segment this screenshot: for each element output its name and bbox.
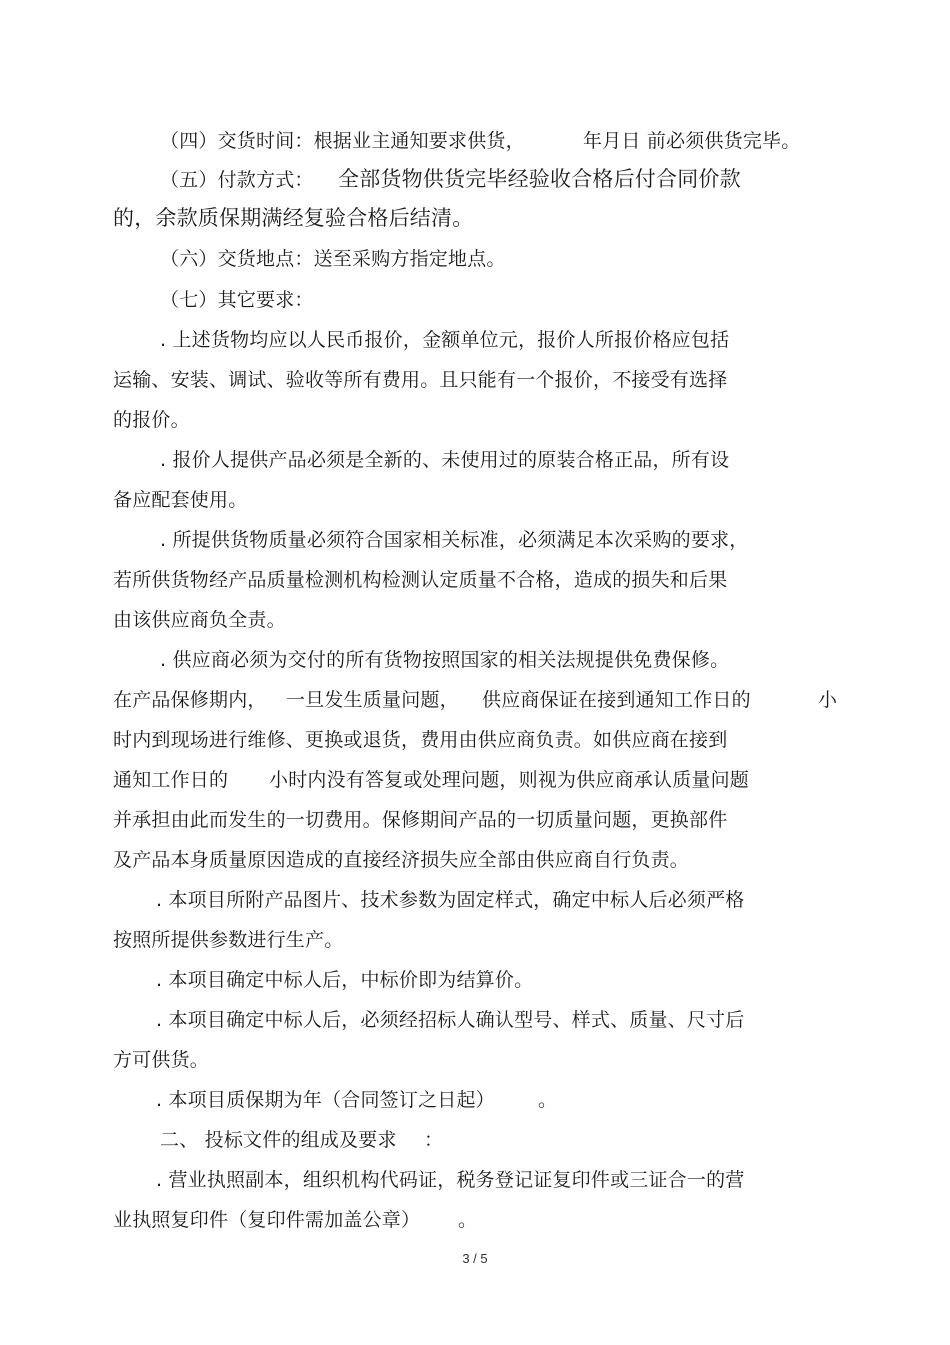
text-line: . 本项目确定中标人后，必须经招标人确认型号、样式、质量、尺寸后: [156, 1009, 745, 1031]
text-line: （五）付款方式：: [160, 169, 314, 191]
text-line: 。: [538, 1089, 558, 1111]
text-line: 一旦发生质量问题，: [286, 689, 459, 711]
text-line: （六）交货地点：送至采购方指定地点。: [160, 248, 506, 270]
text-line: . 报价人提供产品必须是全新的、未使用过的原装合格正品，所有设: [160, 449, 730, 471]
text-line: 及产品本身质量原因造成的直接经济损失应全部由供应商自行负责。: [113, 849, 690, 871]
text-line: 通知工作日的: [113, 769, 229, 791]
text-line: ：: [424, 1129, 444, 1151]
text-line: . 本项目质保期为年（合同签订之日起）: [156, 1089, 495, 1111]
text-line: 在产品保修期内，: [113, 689, 267, 711]
text-line: 时内到现场进行维修、更换或退货，费用由供应商负责。如供应商在接到: [113, 729, 728, 751]
text-line: 供应商保证在接到通知工作日的: [482, 689, 751, 711]
text-line: 若所供货物经产品质量检测机构检测认定质量不合格，造成的损失和后果: [113, 569, 728, 591]
page-number: 3 / 5: [462, 1251, 488, 1266]
text-line: 年月日 前必须供货完毕。: [583, 130, 801, 152]
text-line: 小: [818, 689, 838, 711]
text-line: 的报价。: [113, 409, 190, 431]
text-line: 业执照复印件（复印件需加盖公章）: [113, 1209, 421, 1231]
text-line: . 本项目所附产品图片、技术参数为固定样式，确定中标人后必须严格: [156, 889, 745, 911]
text-line: . 营业执照副本，组织机构代码证，税务登记证复印件或三证合一的营: [156, 1169, 745, 1191]
text-line: 。: [458, 1209, 478, 1231]
text-line: . 所提供货物质量必须符合国家相关标准，必须满足本次采购的要求，: [160, 529, 749, 551]
text-line: 的，余款质保期满经复验合格后结清。: [113, 206, 474, 230]
text-line: （四）交货时间：根据业主通知要求供货，: [160, 130, 525, 152]
text-line: 小时内没有答复或处理问题，则视为供应商承认质量问题: [269, 769, 750, 791]
section-heading: 二、 投标文件的组成及要求: [160, 1129, 397, 1151]
text-line: 运输、安装、调试、验收等所有费用。且只能有一个报价，不接受有选择: [113, 369, 728, 391]
text-line: 由该供应商负全责。: [113, 609, 286, 631]
text-line: （七）其它要求：: [160, 289, 314, 311]
text-line: 备应配套使用。: [113, 489, 248, 511]
text-line: . 上述货物均应以人民币报价，金额单位元，报价人所报价格应包括: [160, 329, 730, 351]
text-line: 方可供货。: [113, 1049, 210, 1071]
text-line: 全部货物供货完毕经验收合格后付合同价款: [338, 167, 741, 191]
text-line: 并承担由此而发生的一切费用。保修期间产品的一切质量问题，更换部件: [113, 809, 728, 831]
text-line: . 本项目确定中标人后，中标价即为结算价。: [156, 969, 534, 991]
text-line: 按照所提供参数进行生产。: [113, 929, 344, 951]
text-line: . 供应商必须为交付的所有货物按照国家的相关法规提供免费保修。: [160, 649, 730, 671]
